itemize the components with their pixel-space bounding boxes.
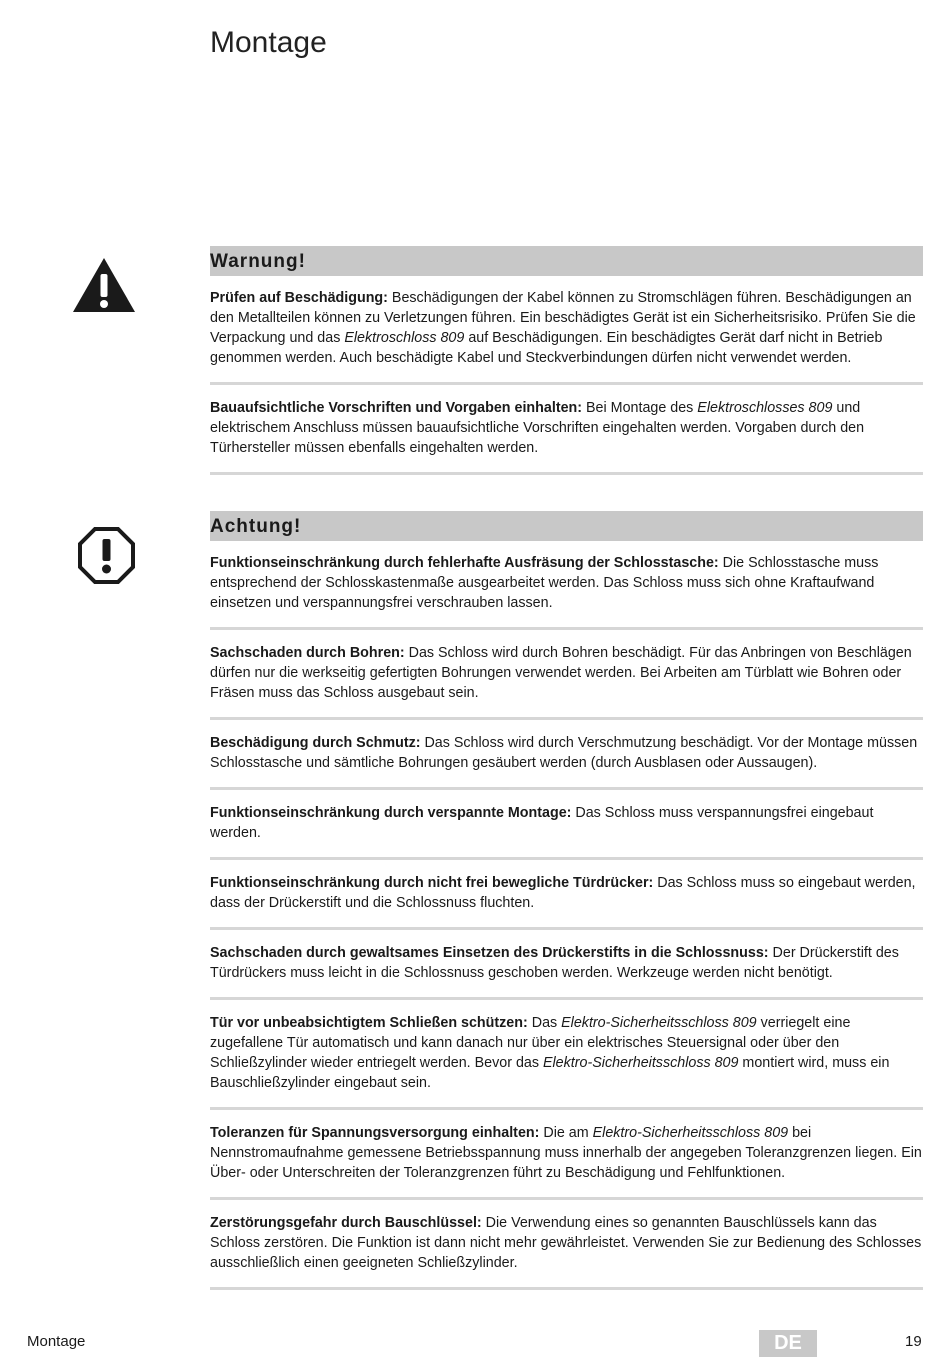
- notice-paragraph: Bauaufsichtliche Vorschriften und Vorgaben einhalten: Bei Montage des Elektroschlosses 809 und elektrischem Anschluss müssen bauaufsichtliche Vorschriften eingehalten werden. Vorgaben durch den Türhersteller müssen ebenfalls eingehalten werden.: [210, 385, 923, 475]
- notice-lead: Toleranzen für Spannungsversorgung einhalten:: [210, 1125, 540, 1141]
- warning-blocks: [210, 276, 923, 475]
- warning-section: [210, 246, 923, 475]
- notice-lead: Bauaufsichtliche Vorschriften und Vorgaben einhalten:: [210, 400, 583, 416]
- notice-lead: Funktionseinschränkung durch verspannte Montage:: [210, 805, 572, 821]
- product-name: Elektroschlosses 809: [697, 400, 833, 416]
- product-name: Elektroschloss 809: [344, 330, 465, 346]
- caution-heading: Achtung!: [210, 511, 923, 541]
- notice-paragraph: Prüfen auf Beschädigung: Beschädigungen der Kabel können zu Stromschlägen führen. Beschädigungen an den Metallteilen können zu Verletzungen führen. Ein beschädigtes Gerät ist ein Sicherheitsrisiko. Prüfen Sie die Verpackung und das Elektroschloss 809 auf Beschädigungen. Ein beschädigtes Gerät darf nicht in Betrieb genommen werden. Auch beschädigte Kabel und Steckverbindungen dürfen nicht verwendet werden.: [210, 276, 923, 385]
- notice-lead: Tür vor unbeabsichtigtem Schließen schützen:: [210, 1015, 528, 1031]
- caution-blocks: [210, 541, 923, 1290]
- notice-paragraph: Tür vor unbeabsichtigtem Schließen schützen: Das Elektro-Sicherheitsschloss 809 verriegelt eine zugefallene Tür automatisch und kann danach nur über ein elektrisches Steuersignal oder über den Schließzylinder wieder entriegelt werden. Bevor das Elektro-Sicherheitsschloss 809 montiert wird, muss ein Bauschließzylinder eingebaut sein.: [210, 1000, 923, 1110]
- notice-lead: Funktionseinschränkung durch fehlerhafte Ausfräsung der Schlosstasche:: [210, 555, 719, 571]
- warning-heading: Warnung!: [210, 246, 923, 276]
- notice-lead: Sachschaden durch gewaltsames Einsetzen des Drückerstifts in die Schlossnuss:: [210, 945, 769, 961]
- notice-paragraph: Funktionseinschränkung durch fehlerhafte Ausfräsung der Schlosstasche: Die Schlosstasche muss entsprechend der Schlosskastenmaße ausgearbeitet werden. Das Schloss muss sich ohne Kraftaufwand einsetzen und verspannungsfrei verschrauben lassen.: [210, 541, 923, 630]
- warning-triangle-icon: [72, 257, 136, 318]
- product-name: Elektro-Sicherheitsschloss 809: [592, 1125, 789, 1141]
- caution-section: [210, 511, 923, 1290]
- notice-lead: Sachschaden durch Bohren:: [210, 645, 405, 661]
- footer-section-label: Montage: [27, 1333, 86, 1350]
- notice-paragraph: Zerstörungsgefahr durch Bauschlüssel: Die Verwendung eines so genannten Bauschlüssels kann das Schloss zerstören. Die Funktion ist dann nicht mehr gewährleistet. Verwenden Sie zur Bedienung des Schlosses ausschließlich einen geeigneten Schließzylinder.: [210, 1200, 923, 1290]
- page-number: 19: [905, 1333, 922, 1350]
- notice-lead: Prüfen auf Beschädigung:: [210, 290, 388, 306]
- notice-paragraph: Funktionseinschränkung durch verspannte Montage: Das Schloss muss verspannungsfrei eingebaut werden.: [210, 790, 923, 860]
- notice-paragraph: Beschädigung durch Schmutz: Das Schloss wird durch Verschmutzung beschädigt. Vor der Montage müssen Schlosstasche und sämtliche Bohrungen gesäubert werden (durch Ausblasen oder Aussaugen).: [210, 720, 923, 790]
- caution-octagon-icon: [78, 527, 135, 589]
- notice-paragraph: Sachschaden durch Bohren: Das Schloss wird durch Bohren beschädigt. Für das Anbringen von Beschlägen dürfen nur die werkseitig gefertigten Bohrungen verwendet werden. Bei Arbeiten am Türblatt wie Bohren oder Fräsen muss das Schloss ausgebaut sein.: [210, 630, 923, 720]
- notice-lead: Zerstörungsgefahr durch Bauschlüssel:: [210, 1215, 482, 1231]
- notice-lead: Funktionseinschränkung durch nicht frei bewegliche Türdrücker:: [210, 875, 654, 891]
- page-title: Montage: [210, 26, 327, 59]
- product-name: Elektro-Sicherheitsschloss 809: [542, 1055, 739, 1071]
- notice-lead: Beschädigung durch Schmutz:: [210, 735, 421, 751]
- notice-paragraph: Toleranzen für Spannungsversorgung einhalten: Die am Elektro-Sicherheitsschloss 809 bei Nennstromaufnahme gemessene Betriebsspannung muss innerhalb der angegeben Toleranzgrenzen liegen. Ein Über- oder Unterschreiten der Toleranzgrenzen führt zu Beschädigung und Fehlfunktionen.: [210, 1110, 923, 1200]
- product-name: Elektro-Sicherheitsschloss 809: [561, 1015, 757, 1031]
- language-badge: DE: [759, 1330, 817, 1357]
- notice-paragraph: Sachschaden durch gewaltsames Einsetzen des Drückerstifts in die Schlossnuss: Der Drückerstift des Türdrückers muss leicht in die Schlossnuss geschoben werden. Werkzeuge werden nicht benötigt.: [210, 930, 923, 1000]
- notice-paragraph: Funktionseinschränkung durch nicht frei bewegliche Türdrücker: Das Schloss muss so eingebaut werden, dass der Drückerstift und die Schlossnuss fluchten.: [210, 860, 923, 930]
